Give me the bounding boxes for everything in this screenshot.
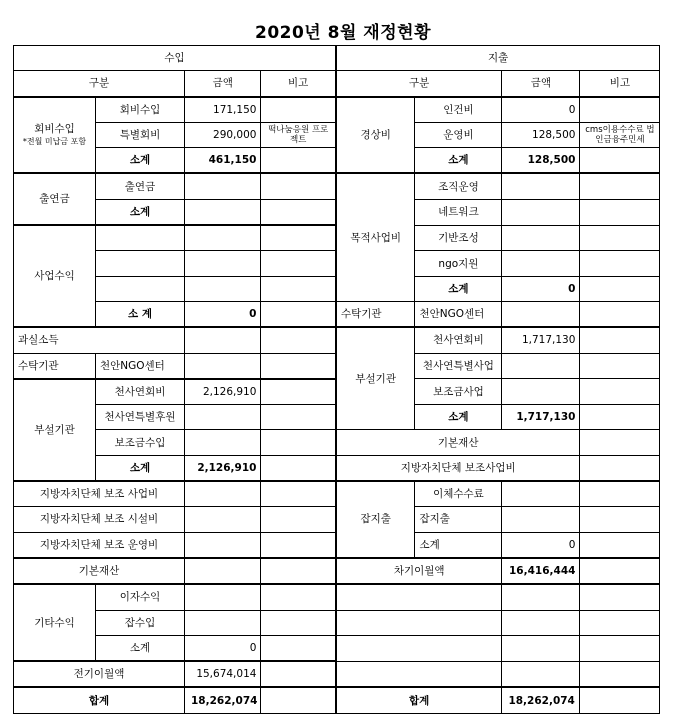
table-row: [14, 558, 660, 584]
expense-affiliated-group: 부설기관: [336, 327, 415, 430]
expense-personnel-label: 인건비: [415, 97, 502, 123]
income-gov-business-label: 지방자치단체 보조 사업비: [14, 481, 185, 507]
expense-misc-item-label: 잡지출: [415, 507, 502, 532]
income-business-subtotal-amount: 0: [185, 301, 261, 327]
income-membership-regular-amount: 171,150: [185, 97, 261, 123]
expense-operating-group: 경상비: [336, 97, 415, 174]
income-business-subtotal-label: 소 계: [96, 301, 185, 327]
table-row: [14, 661, 660, 687]
income-trust-value: 천안NGO센터: [96, 353, 185, 379]
income-other-subtotal-label: 소계: [96, 635, 185, 661]
expense-purpose-subtotal-label: 소계: [415, 276, 502, 301]
expense-purpose-subtotal-amount: 0: [502, 276, 580, 301]
income-other-subtotal-amount: 0: [185, 635, 261, 661]
expense-purpose-item3: 기반조성: [415, 225, 502, 251]
income-amount-header: 금액: [185, 71, 261, 97]
income-membership-special-amount: 290,000: [185, 122, 261, 147]
income-affiliated-item2-label: 천사연특별후원: [96, 405, 185, 430]
table-row: [14, 584, 660, 610]
expense-misc-group: 잡지출: [336, 481, 415, 558]
income-contribution-subtotal-label: 소계: [96, 199, 185, 225]
totals-row: [14, 687, 660, 713]
income-business-group: 사업수익: [14, 225, 96, 327]
income-other-misc-label: 잡수입: [96, 610, 185, 635]
expense-operating-subtotal-label: 소계: [415, 148, 502, 174]
table-row: [14, 173, 660, 199]
income-category-header: 구분: [14, 71, 185, 97]
expense-next-carryover-label: 차기이월액: [336, 558, 502, 584]
expense-trust-label: 수탁기관: [336, 301, 415, 327]
expense-running-amount: 128,500: [502, 122, 580, 147]
expense-purpose-item2: 네트워크: [415, 199, 502, 225]
expense-transfer-fee-label: 이체수수료: [415, 481, 502, 507]
income-membership-sublabel: *전월 미납금 포함: [22, 136, 87, 146]
income-contribution-item: 출연금: [96, 173, 185, 199]
expense-misc-subtotal-amount: 0: [502, 532, 580, 558]
income-membership-special-note: 떡나눔응원 프로젝트: [261, 122, 336, 147]
income-membership-subtotal-amount: 461,150: [185, 148, 261, 174]
table-row: [14, 635, 660, 661]
income-affiliated-subtotal-label: 소계: [96, 455, 185, 481]
expense-affiliated-item2-label: 천사연특별사업: [415, 353, 502, 379]
income-gov-facility-label: 지방자치단체 보조 시설비: [14, 507, 185, 532]
income-membership-regular-label: 회비수입: [96, 97, 185, 123]
income-gov-operation-label: 지방자치단체 보조 운영비: [14, 532, 185, 558]
income-membership-special-label: 특별회비: [96, 122, 185, 147]
expense-misc-subtotal-label: 소계: [415, 532, 502, 558]
income-affiliated-item3-label: 보조금수입: [96, 430, 185, 455]
expense-total-amount: 18,262,074: [502, 687, 580, 713]
expense-trust-value: 천안NGO센터: [415, 301, 502, 327]
table-row: [14, 327, 660, 353]
finance-table: [13, 45, 660, 714]
expense-affiliated-subtotal-label: 소계: [415, 405, 502, 430]
income-affiliated-item1-label: 천사연회비: [96, 379, 185, 405]
income-affiliated-subtotal-amount: 2,126,910: [185, 455, 261, 481]
income-note-header: 비고: [261, 71, 336, 97]
expense-purpose-group: 목적사업비: [336, 173, 415, 301]
table-row: [14, 430, 660, 455]
expense-purpose-item1: 조직운영: [415, 173, 502, 199]
expense-total-label: 합계: [336, 687, 502, 713]
income-total-label: 합계: [14, 687, 185, 713]
expense-next-carryover-amount: 16,416,444: [502, 558, 580, 584]
income-contribution-group: 출연금: [14, 173, 96, 225]
expense-category-header: 구분: [336, 71, 502, 97]
expense-affiliated-item1-amount: 1,717,130: [502, 327, 580, 353]
income-membership-subtotal-label: 소계: [96, 148, 185, 174]
expense-basic-asset-label: 기본재산: [336, 430, 580, 455]
expense-affiliated-item1-label: 천사연회비: [415, 327, 502, 353]
expense-operating-subtotal-amount: 128,500: [502, 148, 580, 174]
income-carryover-amount: 15,674,014: [185, 661, 261, 687]
expense-affiliated-subtotal-amount: 1,717,130: [502, 405, 580, 430]
table-row: [14, 610, 660, 635]
expense-personnel-amount: 0: [502, 97, 580, 123]
table-row: [14, 301, 660, 327]
income-carryover-label: 전기이월액: [14, 661, 185, 687]
income-trust-label: 수탁기관: [14, 353, 96, 379]
income-other-group: 기타수익: [14, 584, 96, 661]
expense-note-header: 비고: [580, 71, 660, 97]
header-row-columns: [14, 71, 660, 97]
table-row: [14, 455, 660, 481]
income-affiliated-group: 부설기관: [14, 379, 96, 481]
expense-amount-header: 금액: [502, 71, 580, 97]
income-total-amount: 18,262,074: [185, 687, 261, 713]
page-title: 2020년 8월 재정현황: [254, 23, 431, 43]
expense-purpose-item4: ngo지원: [415, 251, 502, 276]
income-header: 수입: [14, 46, 336, 71]
income-overpayment-label: 과실소득: [14, 327, 185, 353]
income-membership-group: [14, 97, 96, 174]
income-other-interest-label: 이자수익: [96, 584, 185, 610]
header-row-sections: [14, 46, 660, 71]
expense-header: 지출: [336, 46, 660, 71]
income-basic-asset-label: 기본재산: [14, 558, 185, 584]
income-affiliated-item1-amount: 2,126,910: [185, 379, 261, 405]
income-membership-label: 회비수입: [34, 122, 75, 135]
expense-running-note: cms이용수수료 법인금융주민세: [580, 122, 660, 147]
table-row: [14, 481, 660, 507]
expense-affiliated-item3-label: 보조금사업: [415, 379, 502, 405]
expense-gov-business-label: 지방자치단체 보조사업비: [336, 455, 580, 481]
table-row: [14, 97, 660, 123]
expense-running-label: 운영비: [415, 122, 502, 147]
